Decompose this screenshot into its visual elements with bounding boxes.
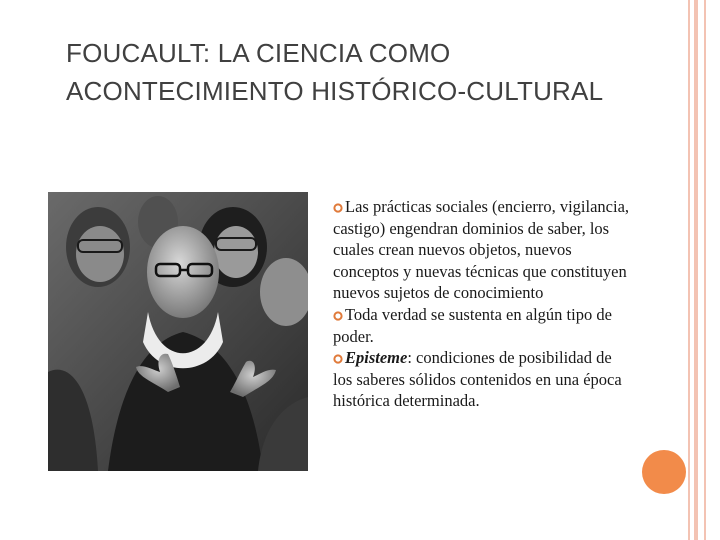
bullet-item (333, 347, 633, 412)
bullet-emphasis: Episteme (345, 348, 408, 368)
bullet-text: Las prácticas sociales (encierro, vigilancia, castigo) engendran dominios de saber, los cuales crean nuevos objetos, nuevos conceptos y nuevas técnicas que constituyen nuevos sujetos de conocimiento (333, 197, 630, 303)
decorative-rule (704, 0, 706, 540)
ring-bullet-icon (333, 354, 343, 364)
ring-bullet-icon (333, 203, 343, 213)
accent-circle (642, 450, 686, 494)
slide-title: FOUCAULT: LA CIENCIA COMO ACONTECIMIENTO HISTÓRICO-CULTURAL (66, 38, 604, 106)
photo-image (48, 192, 308, 471)
bullet-item (333, 196, 633, 304)
bullet-item (333, 304, 633, 347)
decorative-rule (694, 0, 698, 540)
photo (48, 192, 308, 471)
bullet-list (333, 196, 633, 412)
bullet-text: : condiciones de posibilidad de los saberes sólidos contenidos en una época histórica determinada. (333, 348, 622, 411)
bullet-text: Toda verdad se sustenta en algún tipo de poder. (333, 304, 612, 346)
ring-bullet-icon (333, 311, 343, 321)
decorative-rule (688, 0, 690, 540)
